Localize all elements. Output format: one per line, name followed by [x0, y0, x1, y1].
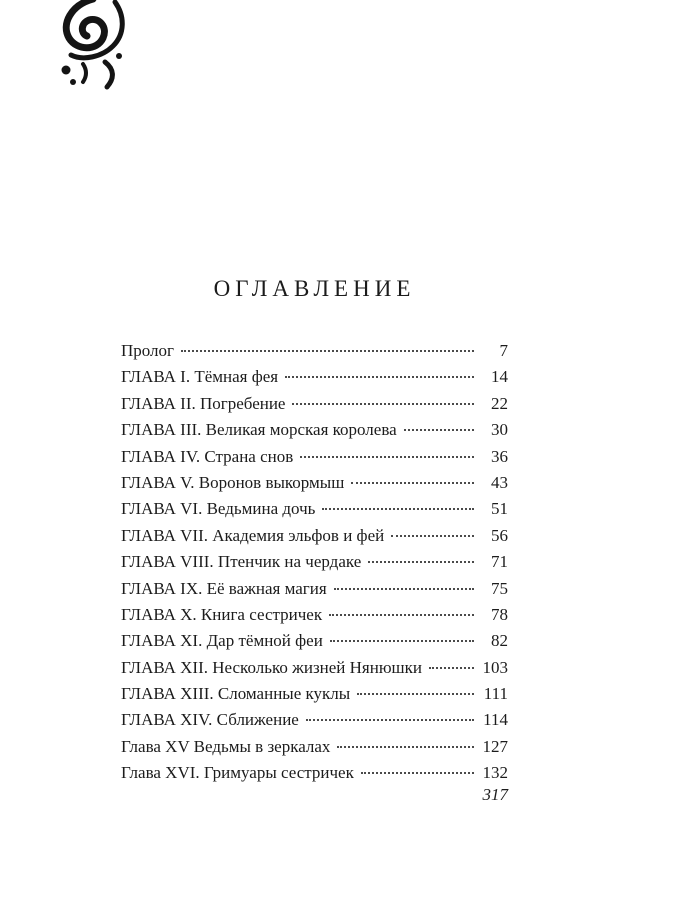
dot-leader: [285, 376, 474, 378]
floral-corner-ornament: [53, 0, 128, 90]
dot-leader: [329, 614, 474, 616]
toc-entry-label: ГЛАВА VI. Ведьмина дочь: [121, 499, 316, 519]
toc-entry: [121, 338, 508, 364]
dot-leader: [368, 561, 474, 563]
toc-entry-label: ГЛАВА X. Книга сестричек: [121, 604, 323, 624]
toc-entry: [121, 549, 508, 575]
dot-leader: [337, 746, 474, 748]
dot-leader: [391, 535, 474, 537]
dot-leader: [300, 456, 474, 458]
toc-entry-label: ГЛАВА IX. Её важная магия: [121, 578, 327, 598]
toc-entry-label: ГЛАВА V. Воронов выкормыш: [121, 472, 345, 492]
dot-leader: [404, 429, 474, 431]
toc-entry-page: 132: [482, 763, 508, 783]
toc-entry: [121, 760, 508, 786]
toc-entry: [121, 576, 508, 602]
dot-leader: [322, 508, 474, 510]
toc-entry-label: ГЛАВА I. Тёмная фея: [121, 367, 279, 387]
toc-entry-label: ГЛАВА II. Погребение: [121, 393, 286, 413]
toc-entry: [121, 602, 508, 628]
toc-entry-page: 51: [491, 499, 508, 519]
dot-leader: [334, 588, 474, 590]
toc-entry: [121, 444, 508, 470]
toc-entry-label: ГЛАВА XII. Несколько жизней Нянюшки: [121, 657, 422, 677]
toc-entry-label: Глава XVI. Гримуары сестричек: [121, 763, 354, 783]
dot-leader: [357, 693, 474, 695]
toc-entry-label: ГЛАВА IV. Страна снов: [121, 446, 294, 466]
toc-entry-page: 82: [491, 631, 508, 651]
toc-entry-label: ГЛАВА XIV. Сближение: [121, 710, 299, 730]
toc-entry: [121, 496, 508, 522]
dot-leader: [351, 482, 474, 484]
toc-entry: [121, 417, 508, 443]
toc-entry: [121, 734, 508, 760]
toc-entry-page: 43: [491, 472, 508, 492]
page-title: ОГЛАВЛЕНИЕ: [213, 276, 416, 301]
toc-entry-page: 127: [482, 736, 508, 756]
toc-entry-page: 7: [499, 341, 508, 360]
toc-entry-page: 111: [483, 684, 508, 704]
dot-leader: [292, 403, 474, 405]
toc-entry: [121, 628, 508, 654]
toc-entry: [121, 707, 508, 733]
toc-entry-page: 114: [483, 710, 508, 730]
toc-entry: [121, 655, 508, 681]
toc-entry-label: ГЛАВА XIII. Сломанные куклы: [121, 684, 351, 704]
toc-list: [121, 338, 508, 787]
dot-leader: [429, 667, 474, 669]
toc-entry-page: 14: [491, 367, 508, 387]
toc-entry-label: Глава XV Ведьмы в зеркалах: [121, 736, 331, 756]
toc-entry-page: 71: [491, 552, 508, 572]
dot-leader: [330, 640, 474, 642]
toc-entry: [121, 470, 508, 496]
toc-entry-page: 103: [482, 657, 508, 677]
dot-leader: [361, 772, 474, 774]
toc-entry-page: 75: [491, 578, 508, 598]
toc-entry: [121, 523, 508, 549]
toc-entry-label: ГЛАВА VII. Академия эльфов и фей: [121, 525, 385, 545]
toc-entry-page: 56: [491, 525, 508, 545]
toc-entry-page: 36: [491, 446, 508, 466]
toc-entry-label: ГЛАВА XI. Дар тёмной феи: [121, 631, 323, 651]
toc-entry: [121, 391, 508, 417]
toc-entry-label: Пролог: [121, 341, 175, 360]
toc-entry-label: ГЛАВА VIII. Птенчик на чердаке: [121, 552, 362, 572]
dot-leader: [181, 350, 474, 352]
page-number: 317: [482, 785, 508, 804]
toc-entry-page: 22: [491, 393, 508, 413]
toc-entry: [121, 681, 508, 707]
toc-entry-page: 30: [491, 420, 508, 440]
dot-leader: [306, 719, 474, 721]
toc-entry-label: ГЛАВА III. Великая морская королева: [121, 420, 397, 440]
toc-entry: [121, 364, 508, 390]
toc-entry-page: 78: [491, 604, 508, 624]
